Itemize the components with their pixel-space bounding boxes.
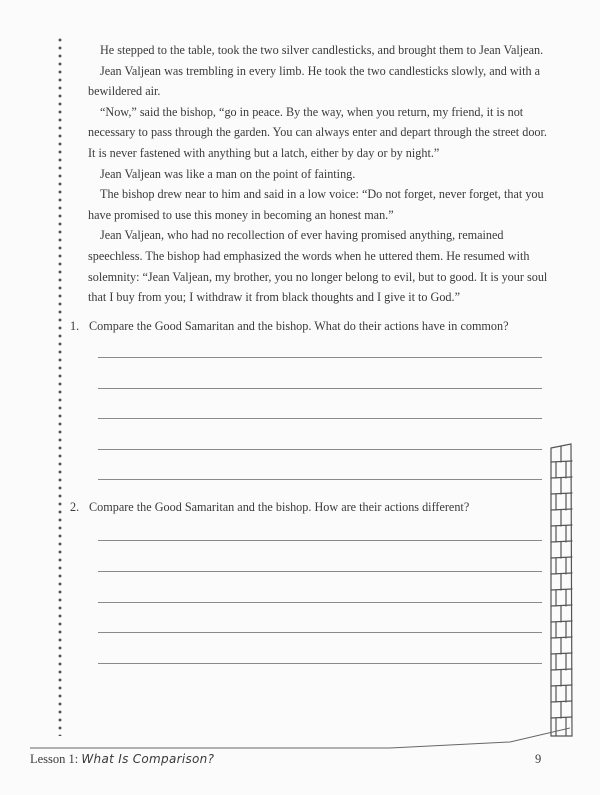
passage-paragraph: Jean Valjean was trembling in every limb. He took the two candlesticks slowly, and with a bewildered air. (88, 63, 541, 99)
question-1 (70, 318, 509, 334)
story-passage (88, 40, 548, 308)
question-text: Compare the Good Samaritan and the bishop. How are their actions different? (89, 500, 470, 514)
answer-line[interactable] (98, 479, 542, 480)
answer-line[interactable] (98, 357, 542, 358)
answer-line[interactable] (98, 663, 542, 664)
brick-wall-decoration (545, 440, 575, 740)
answer-line[interactable] (98, 632, 542, 633)
dotted-margin-border (58, 36, 62, 736)
answer-line[interactable] (98, 449, 542, 450)
passage-paragraph: Jean Valjean was like a man on the point of fainting. (100, 166, 356, 181)
page-number: 9 (535, 752, 542, 766)
lesson-footer-title (30, 752, 214, 767)
answer-line[interactable] (98, 571, 542, 572)
answer-line[interactable] (98, 602, 542, 603)
question-2 (70, 499, 469, 515)
passage-paragraph: “Now,” said the bishop, “go in peace. By the way, when you return, my friend, it is not necessary to pass through the garden. You can always enter and depart through the street door. It is never fastened with anything but a latch, either by day or by night.” (88, 104, 547, 160)
lesson-label: Lesson 1: (30, 752, 82, 766)
passage-paragraph: The bishop drew near to him and said in a low voice: “Do not forget, never forget, that you have promised to use this money in becoming an honest man.” (88, 187, 544, 222)
question-number: 1. (70, 319, 80, 333)
question-text: Compare the Good Samaritan and the bishop. What do their actions have in common? (89, 319, 509, 333)
passage-paragraph: He stepped to the table, took the two silver candlesticks, and brought them to Jean Valjean. (100, 43, 544, 57)
passage-paragraph: Jean Valjean, who had no recollection of ever having promised anything, remained speechless. The bishop had emphasized the words when he uttered them. He resumed with solemnity: “Jean Valjean, my brother, you no longer belong to evil, but to good. It is your soul that I buy from you; I withdraw it from black thoughts and I give it to God.” (88, 228, 548, 305)
answer-line[interactable] (98, 540, 542, 541)
question-number: 2. (70, 500, 80, 514)
answer-line[interactable] (98, 418, 542, 419)
answer-line[interactable] (98, 388, 542, 389)
lesson-title: What Is Comparison? (81, 752, 215, 766)
